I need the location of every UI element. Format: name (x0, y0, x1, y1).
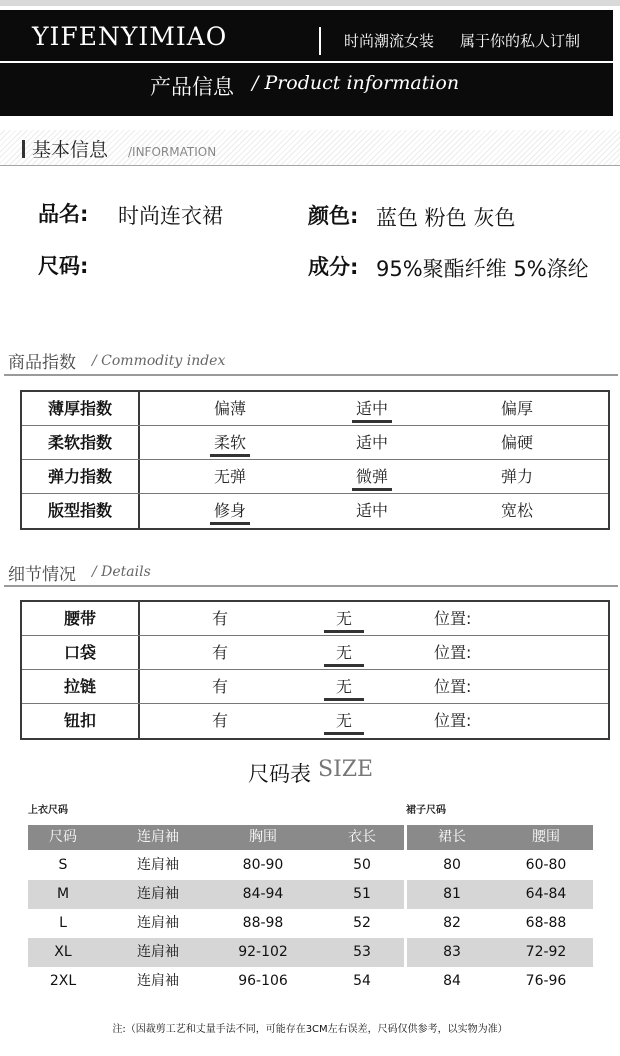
size-cell: 2XL (49, 973, 77, 989)
commodity-index-subtitle: / Commodity index (92, 353, 226, 369)
detail-option: 有 (211, 677, 228, 696)
top-size-label: 上衣尺码 (28, 805, 68, 816)
size-table-divider (404, 967, 407, 996)
size-cell: 连肩袖 (137, 944, 179, 960)
index-row-label: 弹力指数 (47, 467, 112, 486)
size-cell: 76-96 (525, 973, 567, 989)
size-cell: 92-102 (238, 944, 288, 960)
name-value: 时尚连衣裙 (118, 204, 223, 228)
size-table-divider (404, 880, 407, 909)
index-row-label: 柔软指数 (47, 433, 112, 452)
detail-row (22, 636, 608, 670)
detail-row-label: 钮扣 (63, 711, 96, 730)
size-table-divider (404, 909, 407, 938)
detail-option: 有 (211, 609, 228, 628)
size-cell: 60-80 (525, 857, 567, 873)
index-option-selected: 修身 (190, 494, 270, 528)
details-subtitle: / Details (92, 564, 151, 580)
index-option: 弹力 (500, 467, 533, 486)
index-option-selected: 微弹 (332, 460, 412, 494)
detail-row (22, 704, 608, 738)
disclaimer-note: 注:（因裁剪工艺和丈量手法不同，可能存在3CM左右误差，尺码仅供参考，以实物为准） (112, 1024, 508, 1035)
size-cell: 连肩袖 (137, 857, 179, 873)
size-cell: 88-98 (242, 915, 284, 931)
index-row (22, 460, 608, 494)
detail-option-selected: 无 (304, 704, 384, 738)
size-cell: L (59, 915, 67, 931)
size-cell: M (56, 886, 70, 902)
slogan-custom: 属于你的私人订制 (460, 32, 581, 50)
size-cell: 81 (443, 886, 461, 902)
detail-position-label: 位置: (434, 677, 472, 696)
size-cell: 54 (353, 973, 371, 989)
size-cell: 80-90 (242, 857, 284, 873)
size-cell: 53 (353, 944, 371, 960)
size-header-cell: 连肩袖 (137, 829, 179, 845)
detail-option-selected: 无 (304, 636, 384, 670)
size-cell: 50 (353, 857, 371, 873)
size-cell: 64-84 (525, 886, 567, 902)
index-option-selected: 柔软 (190, 426, 270, 460)
size-label: 尺码: (38, 254, 89, 278)
name-label: 品名: (38, 202, 89, 226)
detail-row (22, 670, 608, 704)
size-cell: XL (54, 944, 72, 960)
size-cell: 84-94 (242, 886, 284, 902)
product-info-title: 产品信息 (150, 75, 234, 99)
size-cell: 51 (353, 886, 371, 902)
detail-row-label: 腰带 (63, 609, 96, 628)
color-value: 蓝色 粉色 灰色 (376, 206, 516, 230)
size-cell: 72-92 (525, 944, 567, 960)
size-cell: 52 (353, 915, 371, 931)
index-option: 偏厚 (500, 399, 533, 418)
brand-divider (319, 27, 321, 55)
basic-info-marker (22, 140, 25, 158)
size-header-cell: 尺码 (49, 829, 77, 845)
detail-option: 有 (211, 711, 228, 730)
size-header-cell: 裙长 (438, 829, 466, 845)
index-option: 偏薄 (213, 399, 246, 418)
basic-info-subtitle: /INFORMATION (128, 145, 217, 159)
index-option: 偏硬 (500, 433, 533, 452)
size-cell: 68-88 (525, 915, 567, 931)
details-table (20, 600, 610, 740)
index-row (22, 426, 608, 460)
index-option: 无弹 (213, 467, 246, 486)
size-header-cell: 衣长 (348, 829, 376, 845)
size-cell: 连肩袖 (137, 886, 179, 902)
index-row-label: 版型指数 (47, 501, 112, 520)
index-option: 适中 (355, 501, 388, 520)
size-table-divider (404, 851, 407, 880)
size-cell: 82 (443, 915, 461, 931)
size-header-cell: 腰围 (532, 829, 560, 845)
basic-info-title: 基本信息 (32, 139, 109, 161)
detail-row (22, 602, 608, 636)
size-cell: 80 (443, 857, 461, 873)
index-option: 宽松 (500, 501, 533, 520)
size-header-cell: 胸围 (249, 829, 277, 845)
index-row (22, 494, 608, 528)
brand-logo-text: YIFENYIMIAO (32, 22, 228, 51)
size-chart-title: 尺码表 (248, 762, 311, 786)
index-option: 适中 (355, 433, 388, 452)
detail-row-label: 拉链 (63, 677, 96, 696)
index-row (22, 392, 608, 426)
size-cell: S (58, 857, 68, 873)
index-option-selected: 适中 (332, 392, 412, 426)
detail-row-label: 口袋 (63, 643, 96, 662)
commodity-index-table (20, 390, 610, 530)
banner-divider (0, 61, 613, 63)
detail-position-label: 位置: (434, 711, 472, 730)
commodity-index-rule (4, 374, 618, 376)
material-label: 成分: (308, 255, 359, 279)
details-title: 细节情况 (8, 565, 76, 585)
size-cell: 连肩袖 (137, 973, 179, 989)
size-table-divider (404, 938, 407, 967)
details-rule (4, 585, 618, 587)
size-cell: 84 (443, 973, 461, 989)
detail-position-label: 位置: (434, 609, 472, 628)
detail-option-selected: 无 (304, 670, 384, 704)
commodity-index-title: 商品指数 (8, 353, 76, 373)
index-row-label: 薄厚指数 (47, 399, 112, 418)
material-value: 95%聚酯纤维 5%涤纶 (376, 257, 589, 281)
detail-option-selected: 无 (304, 602, 384, 636)
slogan-fashion: 时尚潮流女装 (344, 32, 435, 50)
product-info-subtitle: / Product information (252, 72, 460, 94)
top-strip (0, 0, 620, 6)
detail-position-label: 位置: (434, 643, 472, 662)
detail-option: 有 (211, 643, 228, 662)
color-label: 颜色: (308, 204, 359, 228)
size-chart-title-en: SIZE (318, 757, 374, 782)
size-cell: 96-106 (238, 973, 288, 989)
size-cell: 连肩袖 (137, 915, 179, 931)
skirt-size-label: 裙子尺码 (406, 805, 446, 816)
size-cell: 83 (443, 944, 461, 960)
